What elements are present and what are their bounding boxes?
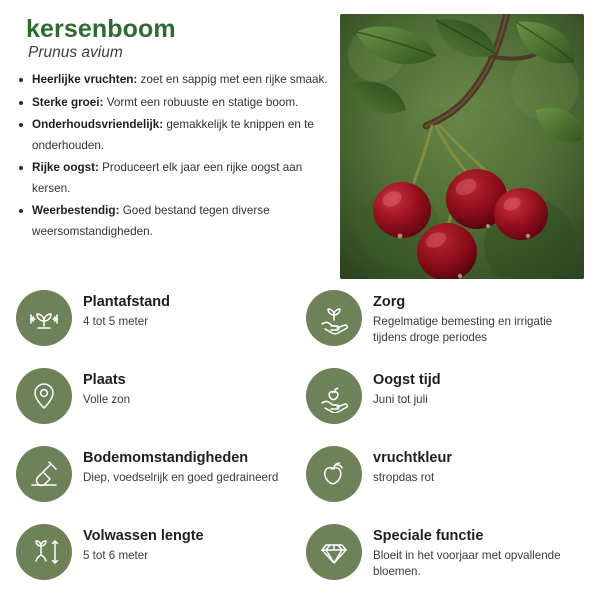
feature-text: Produceert elk jaar een rijke oogst aan kersen. bbox=[32, 161, 303, 195]
spec-item-vruchtkleur bbox=[306, 444, 592, 519]
spec-item-speciale-functie bbox=[306, 522, 592, 597]
list-item bbox=[16, 115, 334, 156]
spec-desc: stropdas rot bbox=[373, 471, 435, 485]
spec-item-plantafstand bbox=[16, 288, 306, 363]
spec-text bbox=[373, 288, 578, 346]
apple-leaf-icon bbox=[306, 446, 362, 502]
feature-text: zoet en sappig met een rijke smaak. bbox=[137, 73, 328, 87]
list-item bbox=[16, 93, 334, 113]
spec-desc: Volle zon bbox=[83, 393, 131, 407]
spec-desc: Diep, voedselrijk en goed gedraineerd bbox=[83, 471, 279, 485]
page-subtitle: Prunus avium bbox=[28, 44, 123, 62]
feature-list bbox=[16, 70, 334, 242]
header bbox=[16, 14, 584, 279]
spec-item-zorg bbox=[306, 288, 592, 363]
mature-height-icon bbox=[16, 524, 72, 580]
spec-text bbox=[83, 444, 278, 486]
list-item bbox=[16, 201, 334, 242]
header-text-column bbox=[16, 14, 334, 244]
diamond-special-icon bbox=[306, 524, 362, 580]
spec-text bbox=[83, 522, 204, 564]
location-pin-icon bbox=[16, 368, 72, 424]
spec-text bbox=[83, 366, 130, 408]
spec-grid bbox=[16, 288, 594, 597]
feature-text: Goed bestand tegen diverse weersomstandigheden. bbox=[32, 204, 270, 238]
feature-label: Sterke groei: bbox=[32, 95, 104, 109]
spec-text bbox=[373, 522, 578, 580]
spec-title: Speciale functie bbox=[373, 528, 484, 544]
spec-title: Oogst tijd bbox=[373, 372, 441, 388]
spec-title: Zorg bbox=[373, 294, 406, 310]
feature-label: Rijke oogst: bbox=[32, 161, 99, 175]
plant-spacing-icon bbox=[16, 290, 72, 346]
feature-label: Weerbestendig: bbox=[32, 204, 120, 218]
spec-text bbox=[373, 444, 452, 486]
feature-label: Onderhoudsvriendelijk: bbox=[32, 118, 164, 132]
spec-item-plaats bbox=[16, 366, 306, 441]
spec-desc: Juni tot juli bbox=[373, 393, 428, 407]
spec-title: Plantafstand bbox=[83, 294, 171, 310]
feature-label: Heerlijke vruchten: bbox=[32, 73, 138, 87]
spec-title: vruchtkleur bbox=[373, 450, 452, 466]
page-title: kersenboom bbox=[26, 15, 176, 43]
spec-desc: 5 tot 6 meter bbox=[83, 549, 149, 563]
spec-title: Volwassen lengte bbox=[83, 528, 204, 544]
harvest-hand-apple-icon bbox=[306, 368, 362, 424]
spec-title: Bodemomstandigheden bbox=[83, 450, 249, 466]
feature-text: gemakkelijk te knippen en te onderhouden. bbox=[32, 118, 314, 152]
spec-text bbox=[373, 366, 441, 408]
cherries-photo bbox=[340, 14, 584, 279]
list-item bbox=[16, 70, 334, 90]
spec-title: Plaats bbox=[83, 372, 126, 388]
spec-text bbox=[83, 288, 170, 330]
care-hand-plant-icon bbox=[306, 290, 362, 346]
spec-desc: Regelmatige bemesting en irrigatie tijdens droge periodes bbox=[373, 315, 553, 345]
spec-item-oogst-tijd bbox=[306, 366, 592, 441]
spec-item-bodemomstandigheden bbox=[16, 444, 306, 519]
feature-text: Vormt een robuuste en statige boom. bbox=[103, 95, 299, 109]
shovel-soil-icon bbox=[16, 446, 72, 502]
spec-item-volwassen-lengte bbox=[16, 522, 306, 597]
spec-desc: 4 tot 5 meter bbox=[83, 315, 149, 329]
list-item bbox=[16, 158, 334, 199]
spec-desc: Bloeit in het voorjaar met opvallende bloemen. bbox=[373, 549, 561, 579]
